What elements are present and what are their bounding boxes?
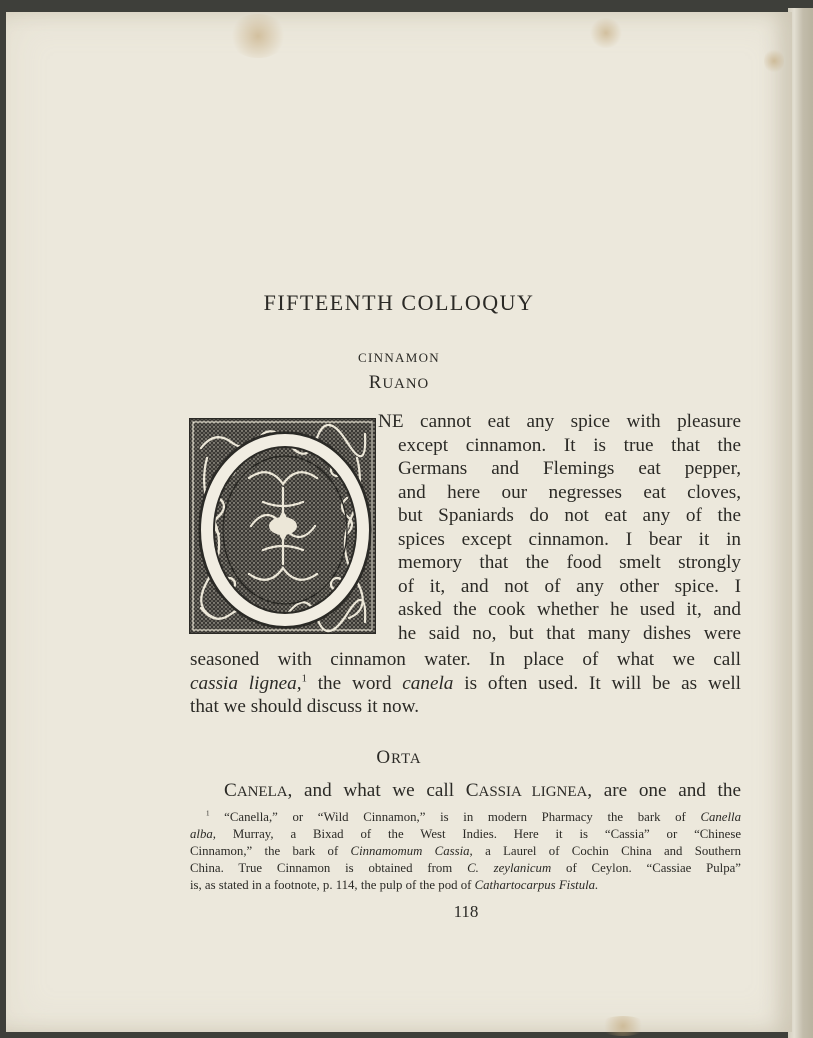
- chapter-subtitle: CINNAMON: [358, 350, 440, 365]
- ornamental-letter-o-icon: [189, 418, 376, 634]
- speaker-orta: ORTA: [376, 747, 422, 768]
- page-number: 118: [453, 902, 479, 921]
- paragraph-line: that we should discuss it now.: [190, 696, 419, 717]
- paragraph-line: asked the cook whether he used it, and: [398, 599, 741, 620]
- paragraph-line: Germans and Flemings eat pepper,: [398, 458, 741, 479]
- foxing-stain: [228, 14, 288, 58]
- foxing-stain: [589, 18, 623, 48]
- paragraph-line: cassia lignea,$^1$ the word canela is often used. It will be as well: [190, 672, 742, 694]
- drop-cap-letter-o: [189, 418, 376, 634]
- paragraph-line: memory that the food smelt strongly: [398, 552, 741, 573]
- book-page: [6, 12, 792, 1032]
- paragraph-line: spices except cinnamon. I bear it in: [398, 528, 741, 550]
- paragraph-line: CANELA, and what we call CASSIA LIGNEA, are one and the: [224, 780, 741, 801]
- footnote-line: is, as stated in a footnote, p. 114, the pulp of the pod of Cathartocarpus Fistula.: [190, 878, 599, 892]
- footnote-line: $^1$ “Canella,” or “Wild Cinnamon,” is in modern Pharmacy the bark of Canella: [206, 809, 741, 824]
- paragraph-line: and here our negresses eat cloves,: [398, 481, 741, 503]
- foxing-stain: [598, 1016, 648, 1036]
- paragraph-line: seasoned with cinnamon water. In place of what we call: [190, 649, 741, 670]
- chapter-title: FIFTEENTH COLLOQUY: [263, 290, 535, 315]
- speaker-ruano: RUANO: [368, 372, 430, 393]
- paragraph-line: he said no, but that many dishes were: [398, 622, 741, 644]
- paragraph-line: NE cannot eat any spice with pleasure: [378, 411, 741, 432]
- paragraph-line: except cinnamon. It is true that the: [398, 434, 741, 456]
- paragraph-line: of it, and not of any other spice. I: [398, 575, 741, 597]
- footnote-line: alba, Murray, a Bixad of the West Indies. Here it is “Cassia” or “Chinese: [190, 827, 741, 841]
- footnote-marker: 1: [206, 809, 210, 818]
- footnote-line: Cinnamon,” the bark of Cinnamomum Cassia, a Laurel of Cochin China and Southern: [190, 844, 741, 858]
- foxing-stain: [764, 48, 784, 74]
- footnote-line: China. True Cinnamon is obtained from C. zeylanicum of Ceylon. “Cassiae Pulpa”: [190, 861, 741, 875]
- paragraph-line: but Spaniards do not eat any of the: [398, 505, 741, 526]
